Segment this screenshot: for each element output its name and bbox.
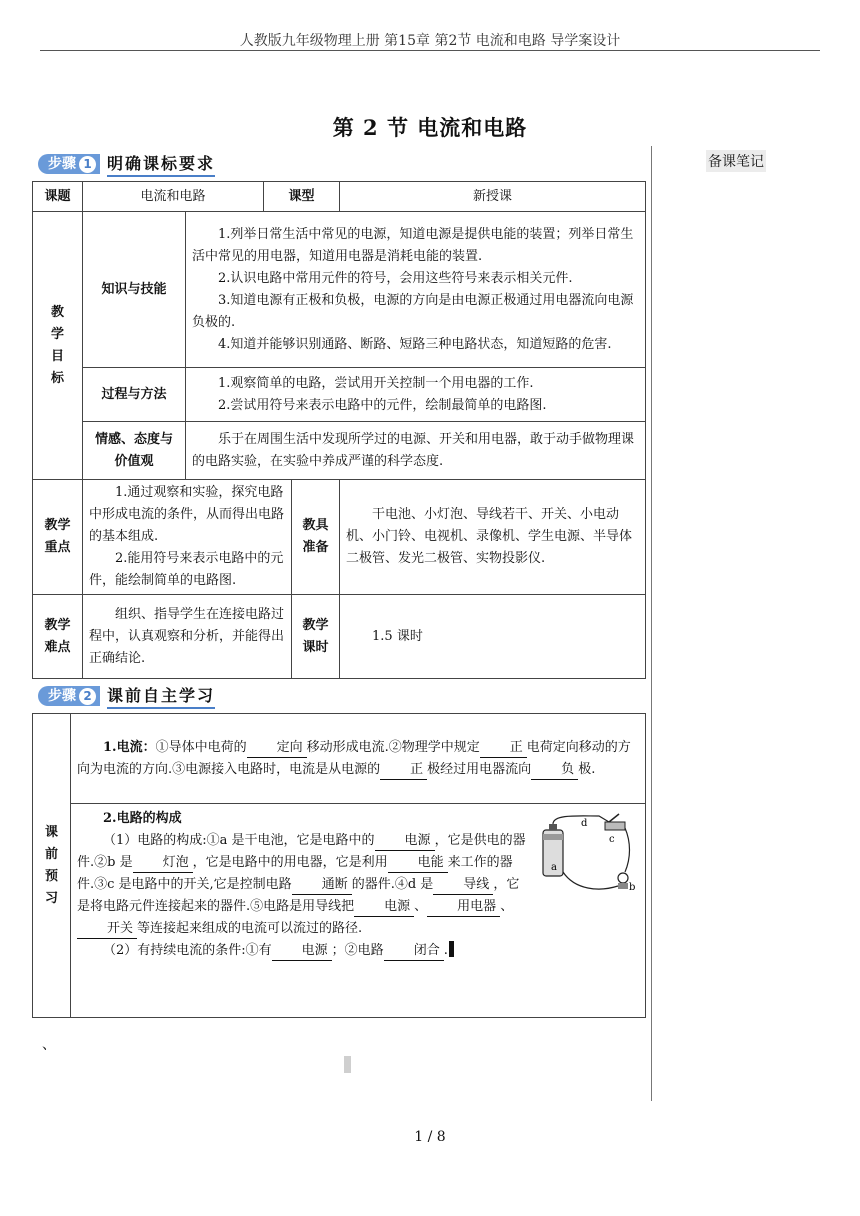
topic-value: 电流和电路 [83, 182, 264, 212]
answer-blank: 负 [531, 761, 578, 780]
current-lead: 1.电流： [103, 739, 156, 755]
hours-value: 1.5 课时 [372, 628, 423, 644]
difficulty-label-line: 教学 [44, 617, 71, 633]
circuit-text: 的器件.④d 是 [351, 877, 434, 892]
attitude-label-line: 价值观 [114, 453, 154, 469]
difficulty-label-line: 难点 [44, 639, 71, 655]
step-2-number-badge: 2 [79, 688, 96, 705]
circuit-paragraph-2 [77, 940, 639, 962]
objectives-label-char: 标 [50, 370, 64, 386]
knowledge-label: 知识与技能 [83, 212, 186, 368]
circuit-text: （2）有持续电流的条件:①有 [103, 943, 272, 958]
answer-blank: 闭合 [384, 942, 444, 961]
objectives-label [33, 212, 83, 480]
step-2-pill-label: 步骤 [48, 688, 76, 704]
answer-blank: 电源 [272, 942, 332, 961]
answer-blank: 开关 [77, 920, 137, 939]
page-title: 第 2 节 电流和电路 [332, 115, 528, 140]
circuit-text: 来工作的器件.③c 是电路中的开关,它是控制电路 [77, 855, 513, 892]
answer-blank: 通断 [292, 876, 352, 895]
topic-label: 课题 [33, 182, 83, 212]
answer-blank: 正 [380, 761, 427, 780]
step-2-heading: 课前自主学习 [107, 683, 215, 709]
answer-blank: 正 [480, 739, 527, 758]
answer-blank: 电源 [375, 832, 435, 851]
attitude-label-line: 情感、态度与 [94, 431, 173, 447]
preview-label-char: 习 [44, 890, 58, 906]
step-1-banner [38, 152, 215, 176]
figure-label-a: a [551, 862, 557, 873]
circuit-text: ，它是供电的器件.②b 是 [77, 833, 526, 870]
circuit-text: 、 [414, 899, 428, 914]
focus-line: 1.通过观察和实验，探究电路中形成电流的条件，从而得出电路的基本组成. [89, 485, 285, 544]
attitude-content [186, 422, 646, 480]
current-paragraph [77, 737, 639, 781]
figure-label-d: d [581, 818, 588, 829]
circuit-section [71, 804, 646, 1018]
process-label: 过程与方法 [83, 368, 186, 422]
step-2-pill [38, 686, 100, 706]
circuit-text: ；②电路 [331, 943, 384, 958]
header-divider [40, 50, 820, 51]
current-text: ①导体中电荷的 [155, 739, 247, 755]
preview-label [33, 714, 71, 1018]
tools-label [292, 480, 340, 595]
knowledge-line: 4.知道并能够识别通路、断路、短路三种电路状态，知道短路的危害. [218, 336, 612, 352]
circuit-text: （1）电路的构成:①a 是干电池，它是电路中的 [103, 833, 375, 848]
hours-label-line: 教学 [302, 617, 329, 633]
hours-content [340, 595, 646, 679]
step-1-heading: 明确课标要求 [107, 151, 215, 177]
process-content [186, 368, 646, 422]
tools-label-line: 准备 [302, 540, 329, 555]
circuit-text: ，它是将电路元件连接起来的器件.⑤电路是用导线把 [77, 877, 520, 914]
tools-content [340, 480, 646, 595]
difficulty-content [83, 595, 292, 679]
running-header: 人教版九年级物理上册 第15章 第2节 电流和电路 导学案设计 [239, 33, 621, 49]
preview-label-char: 课 [44, 824, 58, 840]
figure-label-c: c [609, 834, 615, 845]
stray-mark: 、 [42, 1037, 56, 1053]
notes-label: 备课笔记 [706, 150, 766, 172]
circuit-text: 、 [500, 899, 514, 914]
circuit-diagram-figure [539, 812, 635, 898]
type-label: 课型 [264, 182, 340, 212]
focus-label-line: 重点 [44, 540, 71, 555]
answer-blank: 导线 [433, 876, 493, 895]
knowledge-line: 2.认识电路中常用元件的符号，会用这些符号来表示相关元件. [218, 270, 573, 286]
hours-label [292, 595, 340, 679]
focus-label-line: 教学 [44, 518, 71, 533]
preview-label-char: 预 [44, 868, 58, 884]
current-text: 极经过用电器流向 [427, 761, 532, 777]
circuit-text: 等连接起来组成的电流可以流过的路径. [137, 921, 363, 936]
preview-table [32, 713, 646, 1018]
page-number: 1 / 8 [414, 1129, 446, 1145]
focus-content [83, 480, 292, 595]
step-1-pill-label: 步骤 [48, 156, 76, 172]
process-line: 1.观察简单的电路，尝试用开关控制一个用电器的工作. [218, 375, 534, 391]
knowledge-line: 3.知道电源有正极和负极，电源的方向是由电源正极通过用电器流向电源负极的. [192, 292, 634, 330]
objectives-label-char: 教 [50, 304, 64, 320]
circuit-lead: 2.电路的构成 [103, 811, 182, 826]
objectives-label-char: 目 [50, 348, 64, 364]
notes-column-divider [651, 146, 652, 1101]
step-1-pill [38, 154, 100, 174]
current-text: 移动形成电流.②物理学中规定 [306, 739, 480, 755]
difficulty-text: 组织、指导学生在连接电路过程中，认真观察和分析，并能得出正确结论. [89, 606, 285, 666]
answer-blank: 灯泡 [133, 854, 193, 873]
hours-label-line: 课时 [302, 639, 329, 655]
circuit-text: ，它是电路中的用电器，它是利用 [192, 855, 388, 870]
answer-blank: 定向 [247, 739, 307, 758]
current-text: 电荷定向移动的方向为电流的方向.③电源接入电路时，电流是从电源的 [77, 739, 631, 777]
grey-block-mark [344, 1056, 351, 1073]
answer-blank: 用电器 [427, 898, 500, 917]
current-section [71, 714, 646, 804]
tools-label-line: 教具 [302, 518, 329, 533]
preview-label-char: 前 [44, 846, 58, 862]
answer-blank: 电源 [354, 898, 414, 917]
circuit-text: . [443, 943, 448, 958]
step-1-number-badge: 1 [79, 156, 96, 173]
current-text: 极. [578, 761, 596, 777]
focus-line: 2.能用符号来表示电路中的元件，能绘制简单的电路图. [89, 551, 284, 588]
step-2-banner [38, 684, 215, 708]
knowledge-line: 1.列举日常生活中常见的电源，知道电源是提供电能的装置；列举日常生活中常见的用电器，知道用电器是消耗电能的装置. [192, 226, 634, 264]
focus-label [33, 480, 83, 595]
difficulty-label [33, 595, 83, 679]
objectives-label-char: 学 [50, 326, 64, 342]
attitude-text: 乐于在周围生活中发现所学过的电源、开关和用电器，敢于动手做物理课的电路实验，在实验中养成严谨的科学态度. [192, 431, 635, 469]
type-value: 新授课 [340, 182, 646, 212]
figure-label-b: b [629, 882, 635, 893]
answer-blank: 电能 [388, 854, 448, 873]
text-cursor [449, 941, 454, 957]
tools-text: 干电池、小灯泡、导线若干、开关、小电动机、小门铃、电视机、录像机、学生电源、半导体二极管、发光二极管、实物投影仪. [346, 507, 633, 566]
attitude-label [83, 422, 186, 480]
process-line: 2.尝试用符号来表示电路中的元件，绘制最简单的电路图. [218, 397, 547, 413]
knowledge-content [186, 212, 646, 368]
lesson-objectives-table [32, 181, 646, 679]
